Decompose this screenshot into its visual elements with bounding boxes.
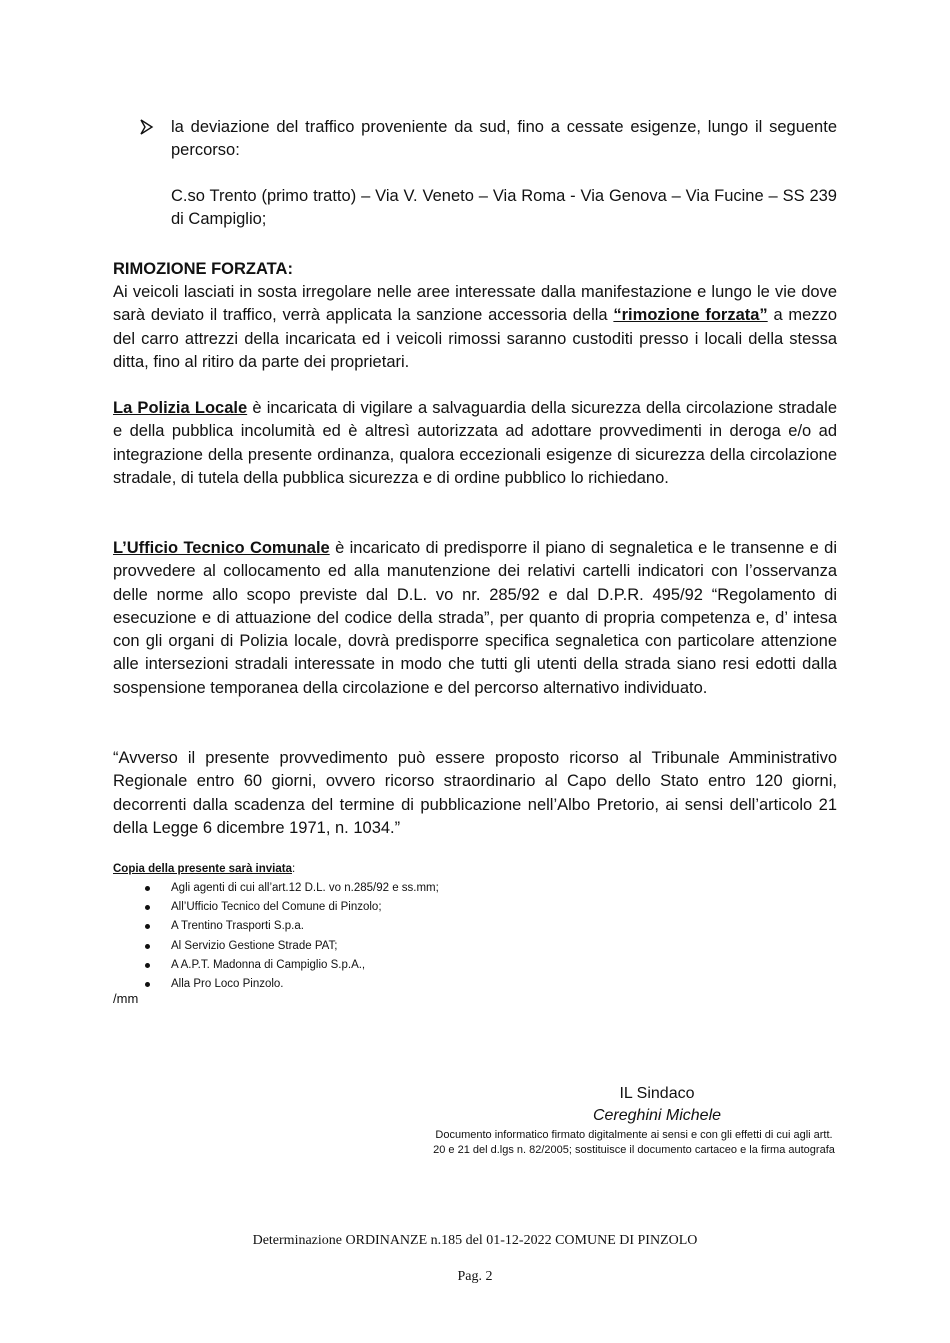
list-item bbox=[113, 917, 439, 936]
signature-note: Documento informatico firmato digitalmente ai sensi e con gli effetti di cui agli artt. 20 e 21 del d.lgs n. 82/2005; sostituisce il documento cartaceo e la firma autografa bbox=[433, 1129, 835, 1156]
initials: /mm bbox=[113, 991, 139, 1006]
list-item-text: A A.P.T. Madonna di Campiglio S.p.A., bbox=[171, 958, 366, 971]
page-number: Pag. 2 bbox=[457, 1269, 493, 1284]
bullet-dot-icon bbox=[145, 886, 150, 891]
bullet-dot-icon bbox=[145, 944, 150, 949]
ufficio-paragraph bbox=[113, 537, 837, 700]
list-item-text: Agli agenti di cui all’art.12 D.L. vo n.285/92 e ss.mm; bbox=[171, 882, 439, 894]
polizia-lead: La Polizia Locale bbox=[113, 399, 248, 417]
list-item-text: A Trentino Trasporti S.p.a. bbox=[171, 920, 304, 933]
bullet-item-deviazione bbox=[140, 116, 837, 163]
list-item bbox=[113, 956, 439, 975]
ricorso-paragraph: “Avverso il presente provvedimento può essere proposto ricorso al Tribunale Amministrativo Regionale entro 60 giorni, ovvero ricorso straordinario al Capo dello Stato entro 120 giorni, decorrenti dalla scadenza del termine di pubblicazione nell’Albo Pretorio, ai sensi dell’articolo 21 della Legge 6 dicembre 1971, n. 1034.” bbox=[113, 749, 837, 837]
polizia-text: è incaricata di vigilare a salvaguardia della sicurezza della circolazione stradale e della pubblica incolumità ed è altresì autorizzata ad adottare provvedimenti in deroga e/o ad integrazione della presente ordinanza, qualora eccezionali esigenze di sicurezza della circolazione stradale, di tutela della pubblica sicurezza e di ordine pubblico lo richiedano. bbox=[113, 399, 837, 487]
footer-reference: Determinazione ORDINANZE n.185 del 01-12-2022 COMUNE DI PINZOLO bbox=[252, 1233, 698, 1248]
bullet-dot-icon bbox=[145, 982, 150, 987]
rimozione-text-after: a mezzo del carro attrezzi della incaricata ed i veicoli rimossi saranno custoditi presso i locali della stessa ditta, fino al ritiro da parte dei proprietari. bbox=[113, 306, 837, 371]
rimozione-emphasis: “rimozione forzata” bbox=[613, 306, 768, 325]
bullet-dot-icon bbox=[145, 905, 150, 910]
list-item bbox=[113, 879, 439, 898]
copia-title bbox=[113, 862, 295, 877]
copia-list bbox=[113, 879, 439, 994]
copia-title-colon: : bbox=[291, 863, 296, 875]
list-item bbox=[113, 937, 439, 956]
arrow-bullet-icon bbox=[140, 116, 154, 138]
bullet-dot-icon bbox=[145, 963, 150, 968]
copia-title-text: Copia della presente sarà inviata bbox=[113, 863, 292, 875]
rimozione-text-before: Ai veicoli lasciati in sosta irregolare nelle aree interessate dalla manifestazione e lungo le vie dove sarà deviato il traffico, verrà applicata la sanzione accessoria della bbox=[113, 283, 837, 325]
ufficio-lead: L’Ufficio Tecnico Comunale bbox=[113, 539, 330, 557]
list-item-text: Alla Pro Loco Pinzolo. bbox=[171, 978, 284, 991]
list-item-text: Al Servizio Gestione Strade PAT; bbox=[171, 939, 338, 952]
signature-name: Cereghini Michele bbox=[592, 1107, 722, 1124]
route-text: C.so Trento (primo tratto) – Via V. Veneto – Via Roma - Via Genova – Via Fucine – SS 239 di Campiglio; bbox=[171, 187, 837, 229]
bullet-dot-icon bbox=[145, 924, 150, 929]
rimozione-paragraph bbox=[113, 281, 837, 374]
polizia-paragraph bbox=[113, 397, 837, 490]
ufficio-text: è incaricato di predisporre il piano di segnaletica e le transenne e di provvedere al collocamento ed alla manutenzione dei relativi cartelli indicatori con l’osservanza delle norme allo scopo previste dal D.L. vo nr. 285/92 e dal D.P.R. 495/92 “Regolamento di esecuzione e di attuazione del codice della strada”, per quanto di propria competenza e, d’ intesa con gli organi di Polizia locale, dovrà predisporre specifica segnaletica con particolare attenzione alle intersezioni stradali interessate in modo che tutti gli utenti della strada siano resi edotti dalla sospensione temporanea della circolazione e del percorso alternativo individuato. bbox=[113, 539, 837, 697]
list-item bbox=[113, 898, 439, 917]
rimozione-heading: RIMOZIONE FORZATA: bbox=[113, 260, 293, 278]
bullet-text: la deviazione del traffico proveniente da sud, fino a cessate esigenze, lungo il seguente percorso: bbox=[171, 118, 837, 160]
list-item bbox=[113, 975, 439, 994]
list-item-text: All’Ufficio Tecnico del Comune di Pinzolo; bbox=[171, 901, 382, 914]
signature-title: IL Sindaco bbox=[619, 1085, 695, 1102]
